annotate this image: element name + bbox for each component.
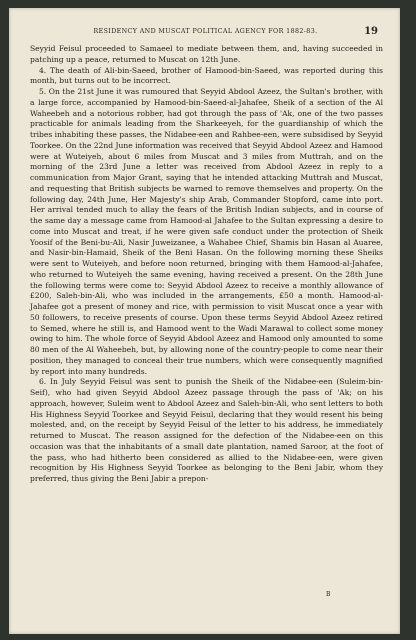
paragraph: 5. On the 21st June it was rumoured that Seyyid Abdool Azeez, the Sultan's brother, with a large force, accompanied by Hamood-bin-Saeed-al-Jahafee, Sheik of a section of the Al Waheebeh and a notorious robber, had got through the pass of 'Ak, one of the two passes practicable for animals leading from the Sharkeeyeh, for the guardianship of which the tribes inhabiting these passes, the Nidabee-een and Rahbee-een, were subsidised by Seyyid Toorkee. On the 22nd June information was received that Seyyid Abdool Azeez and Hamood were at Wuteiyeh, about 6 miles from Muscat and 3 miles from Muttrah, and on the morning of the 23rd June a letter was received from Abdool Azeez in reply to a communication from Major Grant, saying that he intended attacking Muttrah and Muscat, and requesting that British subjects be warned to remove themselves and property. On the following day, 24th June, Her Majesty's ship Arab, Commander Stopford, came into port. Her arrival tended much to allay the fears of the British Indian subjects, and in course of the same day a message came from Hamood-al Jahafee to the Sultan expressing a desire to come into Muscat and treat, if he were given safe conduct under the protection of Sheik Yoosif of the Beni-bu-Ali, Nasir Juweizanee, a Wahabee Chief, Shamis bin Hasan al Auaree, and Nasir-bin-Hamaid, Sheik of the Beni Hasan. On the following morning these Sheiks were sent to Wuteiyeh, and before noon returned, bringing with them Hamood-al-Jahafee, who returned to Wuteiyeh the same evening, having received a present. On the 28th June the following terms were come to: Seyyid Abdool Azeez to receive a monthly allowance of £200, Saleh-bin-Ali, who was included in the arrangements, £50 a month. Hamood-al-Jahafee got a present of money and rice, with permission to visit Muscat once a year with 50 followers, to receive presents of course. Upon these terms Seyyid Abdool Azeez retired to Semed, where he still is, and Hamood went to the Wadi Marawal to collect some money owing to him. The whole force of Seyyid Abdool Azeez and Hamood only amounted to some 80 men of the Al Waheebeh, but, by allowing none of the country-people to come near their position, they managed to conceal their true numbers, which were consequently magnified by report into many hundreds. [30,87,383,376]
document-page [9,8,400,634]
body-text [30,44,383,485]
paragraph: Seyyid Feisul proceeded to Samaeel to mediate between them, and, having succeeded in patching up a peace, returned to Muscat on 12th June. [30,44,383,64]
page-number: 19 [364,26,378,37]
paragraph: 4. The death of Ali-bin-Saeed, brother of Hamood-bin-Saeed, was reported during this month, but turns out to be incorrect. [30,65,383,86]
header-title: RESIDENCY AND MUSCAT POLITICAL AGENCY FOR 1882-83. [93,28,318,35]
running-header [33,26,378,38]
paragraph: 6. In July Seyyid Feisul was sent to punish the Sheik of the Nidabee-een (Suleim-bin-Seif), who had given Seyyid Abdool Azeez passage through the pass of 'Ak; on his approach, however, Suleim went to Abdool Azeez and Saleh-bin-Ali, who sent letters to both His Highness Seyyid Toorkee and Seyyid Feisul, declaring that they would resent his being molested, and, on the receipt by Seyyid Feisul of the letter to his address, he immediately returned to Muscat. The reason assigned for the defection of the Nidabee-een on this occasion was that the inhabitants of a small date plantation, named Saroor, at the foot of the pass, who had hitherto been considered as allied to the Nidabee-een, were given recognition by His Highness Seyyid Toorkee as belonging to the Beni Jabir, whom they preferred, thus giving the Beni Jabir a prepon- [30,377,383,483]
signature-mark: B [326,591,331,598]
